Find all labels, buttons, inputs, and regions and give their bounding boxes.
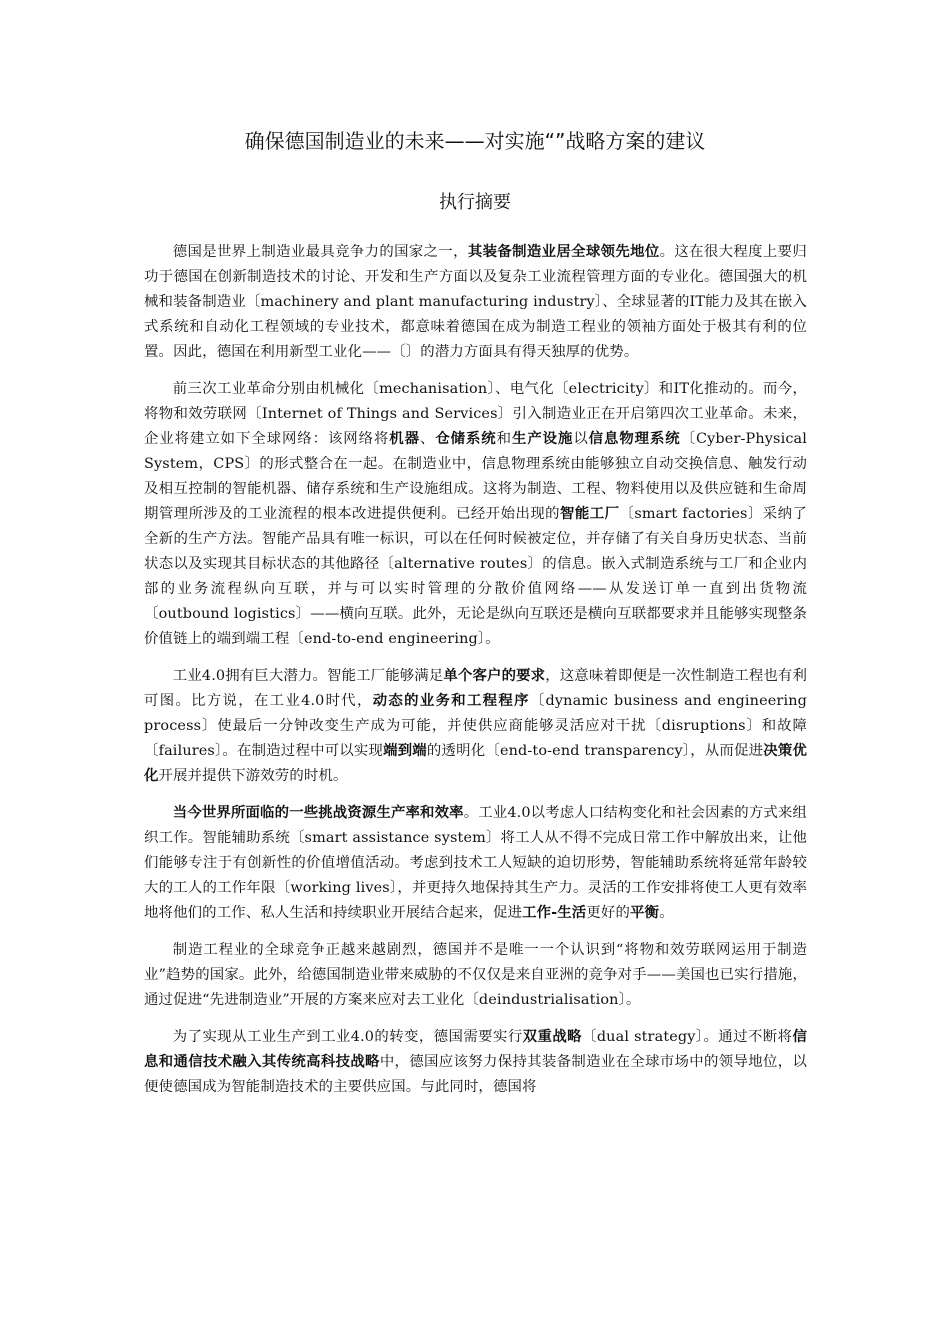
body-paragraph [144,801,807,926]
text-run: 和 [496,431,512,447]
text-run: 、 [419,431,436,447]
bold-text-run: 决策优化 [144,743,808,784]
bold-text-run: 当今世界所面临的一些挑战资源生产率和效率 [172,805,464,821]
bold-text-run: 其装备制造业居全球领先地位 [467,244,660,260]
bold-text-run: 双重战略 [522,1029,582,1045]
section-heading: 执行摘要 [439,192,511,213]
bold-text-run: 信息物理系统 [588,431,681,447]
text-run: 。 [659,905,674,921]
text-run: 工业4.0拥有巨大潜力。智能工厂能够满足 [172,668,444,684]
body-paragraph [144,1025,807,1100]
text-run: 制造工程业的全球竞争正越来越剧烈，德国并不是唯一一个认识到“将物和效劳联网运用于制造业”趋势的国家。此外，给德国制造业带来威胁的不仅仅是来自亚洲的竞争对手——美国也已实行措施，通过促进“先进制造业”开展的方案来应对去工业化〔deindustrialisation〕。 [144,942,807,1008]
text-run: 为了实现从工业生产到工业4.0的转变，德国需要实行 [172,1029,523,1045]
bold-text-run: 平衡 [629,905,660,921]
bold-text-run: 端到端 [383,743,427,759]
text-run: 〔Cyber-Physical System，CPS〕的形式整合在一起。在制造业中，信息物理系统由能够独立自动交换信息、触发行动及相互控制的智能机器、储存系统和生产设施组成。这将为制造、工程、物料使用以及供应链和生命周期管理所涉及的工业流程的根本改进提供便利。已经开始出现的 [144,431,808,522]
bold-text-run: 仓储系统 [435,431,497,447]
bold-text-run: 动态的业务和工程程序 [372,693,530,709]
text-run: 中，德国应该努力保持其装备制造业在全球市场中的领导地位，以便使德国成为智能制造技术的主要供应国。与此同时，德国将 [144,1054,808,1095]
body-paragraph [144,240,807,365]
text-run: 。工业4.0以考虑人口结构变化和社会因素的方式来组织工作。智能辅助系统〔smart assistance system〕将工人从不得不完成日常工作中解放出来，让他们能够专注于有创新性的价值增值活动。考虑到技术工人短缺的迫切形势，智能辅助系统将延常年龄较大的工人的工作年限〔working lives〕，并更持久地保持其生产力。灵活的工作安排将使工人更有效率地将他们的工作、私人生活和持续职业开展结合起来，促进 [144,805,807,921]
text-run: 德国是世界上制造业最具竞争力的国家之一， [172,244,468,260]
document-title: 确保德国制造业的未来——对实施“”战略方案的建议 [244,129,706,153]
text-run: 以 [573,431,589,447]
text-run: 开展并提供下游效劳的时机。 [158,768,348,784]
document-body [144,240,807,1112]
bold-text-run: 机器 [389,431,420,447]
bold-text-run: 工作-生活 [522,905,587,921]
text-run: 〔smart factories〕采纳了全新的生产方法。智能产品具有唯一标识，可以在任何时候被定位，并存储了有关自身历史状态、当前状态以及实现其目标状态的其他路径〔alternative routes〕的信息。嵌入式制造系统与工厂和企业内部的业务流程纵向互联，并与可以实时管理的分散价值网络——从发送订单一直到出货物流〔outbound logistics〕——横向互联。此外，无论是纵向互联还是横向互联都要求并且能够实现整条价值链上的端到端工程〔end-to-end engineering〕。 [144,506,807,647]
text-run: 更好的 [586,905,630,921]
body-paragraph [144,664,807,789]
text-run: 。这在很大程度上要归功于德国在创新制造技术的讨论、开发和生产方面以及复杂工业流程管理方面的专业化。德国强大的机械和装备制造业〔machinery and plant manufacturing industry〕、全球显著的IT能力及其在嵌入式系统和自动化工程领域的专业技术，都意味着德国在成为制造工程业的领袖方面处于极其有利的位置。因此，德国在利用新型工业化——〔〕的潜力方面具有得天独厚的优势。 [144,244,807,360]
bold-text-run: 智能工厂 [560,506,620,522]
text-run: 〔dual strategy〕。通过不断将 [581,1029,793,1045]
bold-text-run: 生产设施 [511,431,574,447]
bold-text-run: 单个客户的要求 [443,668,546,684]
text-run: ，这意味着即便是一次性制造工程也有利可图。比方说，在工业4.0时代， [144,668,807,709]
body-paragraph [144,938,807,1013]
text-run: 〔dynamic business and engineering process〕使最后一分钟改变生产成为可能，并使供应商能够灵活应对干扰〔disruptions〕和故障〔failures〕。在制造过程中可以实现 [144,693,807,759]
text-run: 前三次工业革命分别由机械化〔mechanisation〕、电气化〔electricity〕和IT化推动的。而今，将物和效劳联网〔Internet of Things and Services〕引入制造业正在开启第四次工业革命。未来，企业将建立如下全球网络：该网络将 [144,381,807,447]
text-run: 的透明化〔end-to-end transparency〕，从而促进 [426,743,764,759]
bold-text-run: 信息和通信技术融入其传统高科技战略 [144,1029,807,1070]
body-paragraph [144,377,807,652]
